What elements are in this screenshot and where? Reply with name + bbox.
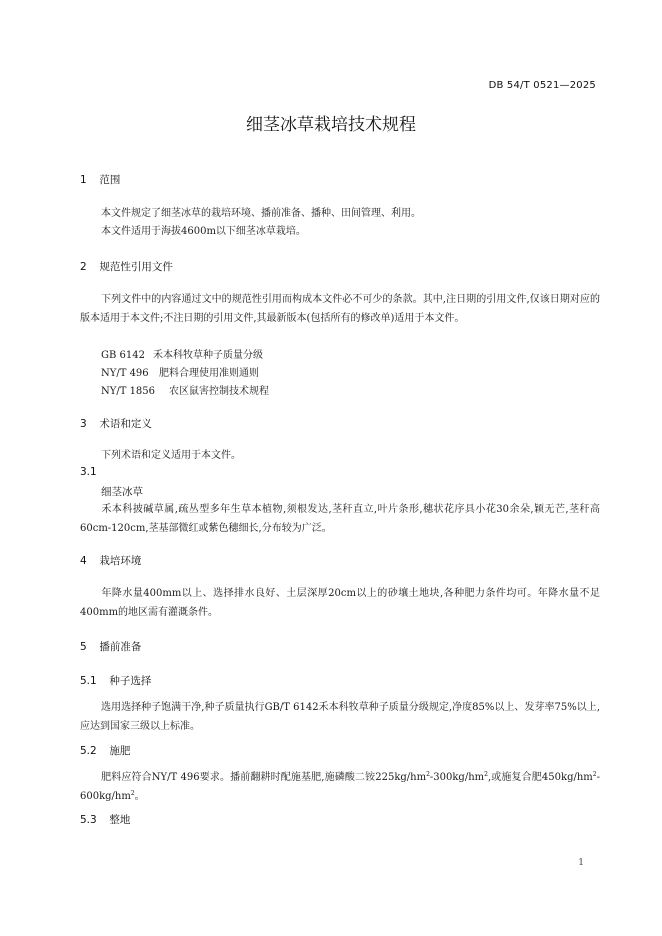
section-number: 3 [80,418,87,430]
section-number: 4 [80,555,87,567]
document-title: 细茎冰草栽培技术规程 [246,115,416,135]
section-number: 5.1 [80,675,97,687]
reference-item [101,364,259,379]
reference-title: 禾本科牧草种子质量分级 [153,350,263,361]
section-number: 5 [80,641,87,653]
section-title: 规范性引用文件 [99,261,173,273]
section-5-heading [80,639,141,654]
paragraph: 本文件适用于海拔4600m以下细茎冰草栽培。 [101,226,306,237]
reference-item [101,346,263,361]
reference-item [101,382,269,397]
section-title: 整地 [109,814,131,826]
page-number: 1 [578,858,584,868]
reference-code: GB 6142 [101,350,145,361]
section-5-3-heading [80,812,130,827]
paragraph: 禾本科披碱草属,疏丛型多年生草本植物,须根发达,茎秆直立,叶片条形,穗状花序具小花30余朵,颖无芒,茎秆高60cm-120cm,茎基部微红或紫色穗细长,分布较为广泛。 [80,504,600,534]
section-title: 范围 [99,174,121,186]
paragraph: 下列术语和定义适用于本文件。 [101,450,241,461]
term-number: 3.1 [80,466,97,478]
paragraph: 本文件规定了细茎冰草的栽培环境、播前准备、播种、田间管理、利用。 [101,208,421,219]
term-name: 细茎冰草 [101,486,143,498]
section-4-heading [80,553,141,568]
section-5-1-heading [80,673,151,688]
reference-code: NY/T 496 [101,368,149,379]
section-number: 5.2 [80,745,97,757]
section-title: 栽培环境 [99,555,142,567]
paragraph: 下列文件中的内容通过文中的规范性引用而构成本文件必不可少的条款。其中,注日期的引用文件,仅该日期对应的版本适用于本文件;不注日期的引用文件,其最新版本(包括所有的修改单)适用于本文件。 [80,294,600,324]
section-number: 5.3 [80,814,97,826]
section-1-heading [80,172,120,187]
section-3-heading [80,416,152,431]
document-number: DB 54/T 0521—2025 [488,80,596,91]
paragraph: 年降水量400mm以上、选择排水良好、土层深厚20cm以上的砂壤土地块,各种肥力条件均可。年降水量不足400mm的地区需有灌溉条件。 [80,588,600,618]
section-title: 施肥 [109,745,131,757]
section-5-2-heading [80,743,130,758]
section-number: 1 [80,174,87,186]
paragraph: 肥料应符合NY/T 496要求。播前翻耕时配施基肥,施磷酸二铵$225kg/hm^2-300kg/hm^2$,或施复合肥$450kg/hm^2-600kg/hm^2$。 [80,771,600,802]
paragraph: 选用选择种子饱满干净,种子质量执行GB/T 6142禾本科牧草种子质量分级规定,净度85%以上、发芽率75%以上,应达到国家三级以上标准。 [80,702,600,732]
section-title: 播前准备 [99,641,142,653]
section-number: 2 [80,261,87,273]
section-title: 种子选择 [109,675,152,687]
section-2-heading [80,259,173,274]
section-title: 术语和定义 [99,418,152,430]
reference-code: NY/T 1856 [101,386,156,397]
reference-title: 肥料合理使用准则通则 [159,368,259,379]
reference-title: 农区鼠害控制技术规程 [169,386,269,397]
